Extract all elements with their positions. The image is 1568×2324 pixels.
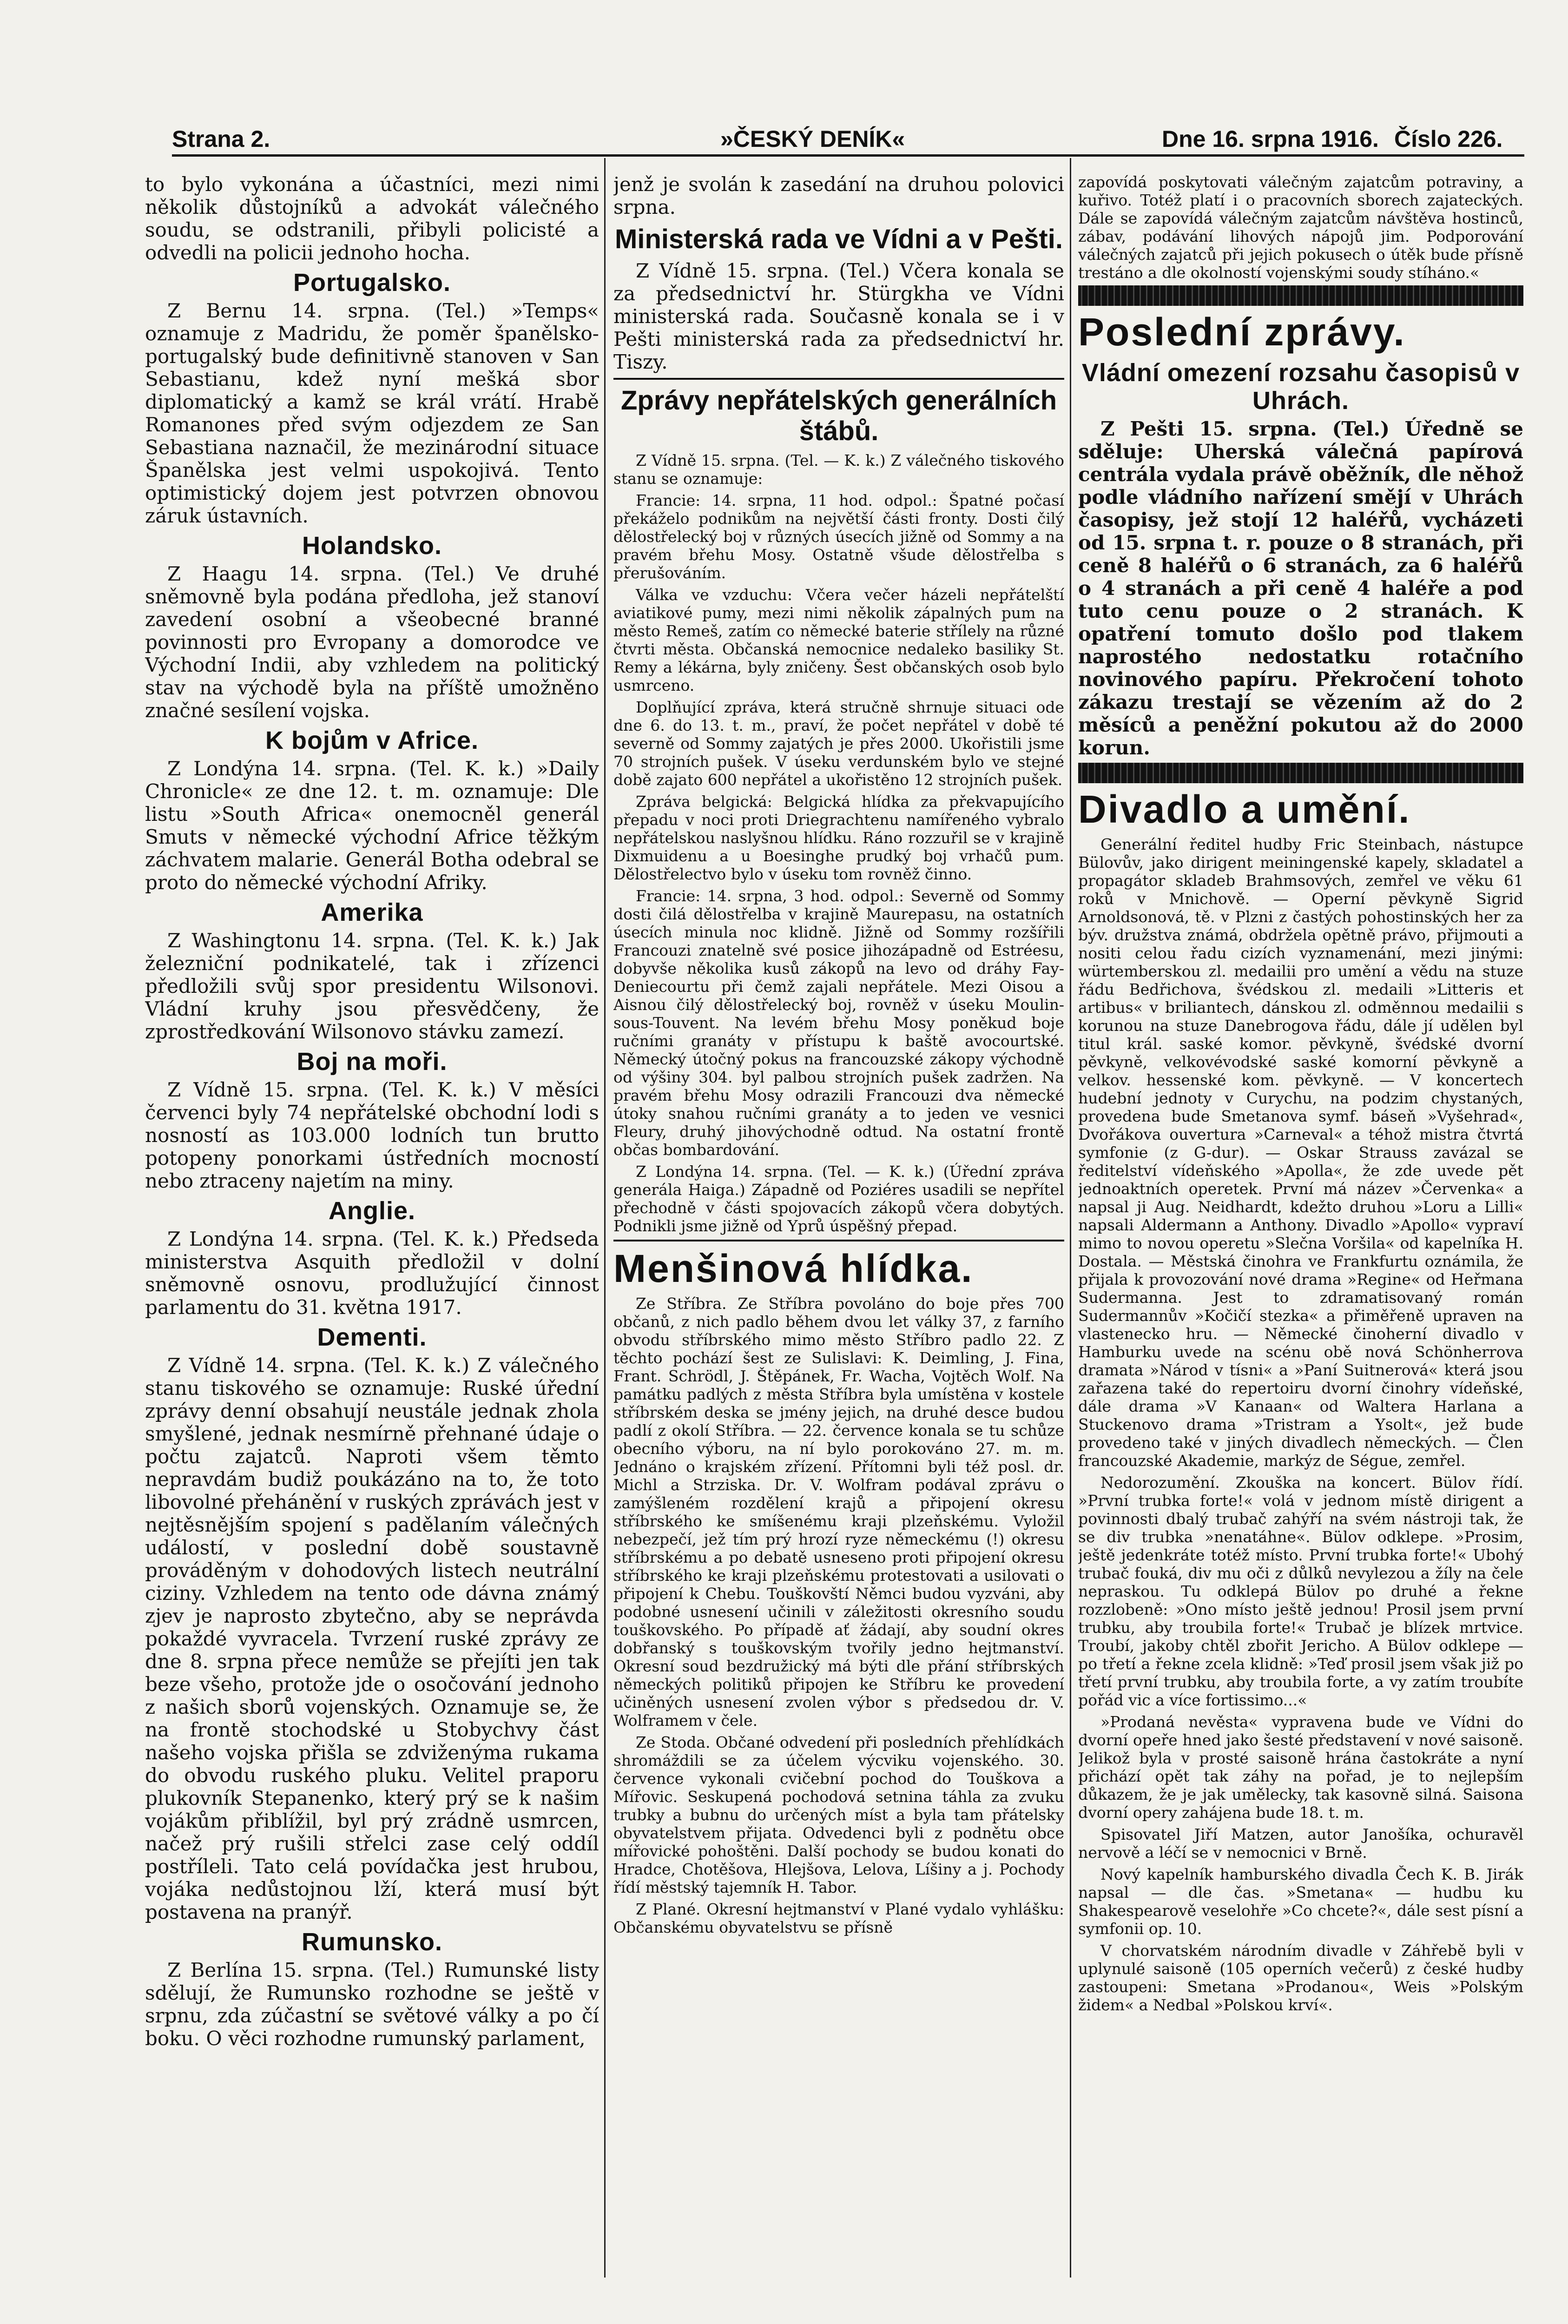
issue-date: Dne 16. srpna 1916. (1162, 126, 1379, 152)
heading-sea: Boj na moři. (296, 1048, 448, 1076)
article-arts-3: »Prodaná nevěsta« vypravena bude ve Vídni do dvorní opeře hned jako šesté představení v nové saisoně. Jelikož byla v prosté saisoně hrána častokráte a nyní přichází opět tak záhy na pořad, je to nejlepším důkazem, že je jak umělecky, tak kasovně silná. Saisona dvorní opery zahájena bude 18. t. m. (1078, 1713, 1523, 1822)
article-continuation: jenž je svolán k zasedání na druhou polovici srpna. (613, 173, 1064, 218)
article-romania: Z Berlína 15. srpna. (Tel.) Rumunské listy sdělují, že Rumunsko rozhodne se ještě v srpnu, zda zúčastní se světové války a po čí boku. O věci rozhodne rumunský parlament, (145, 1959, 599, 2050)
heading-theatre-arts: Divadlo a umění. (1078, 787, 1411, 831)
article-minority-stribro: Ze Stříbra. Ze Stříbra povoláno do boje přes 700 občanů, z nich padlo během dvou let války 37, z farního obvodu stříbrského mimo město Stříbro padlo 22. Z těchto pochází šest ze Sulislavi: K. Deimling, J. Fina, Frant. Schrödl, J. Štěpánek, Fr. Wacha, Vojtěch Wolf. Na památku padlých z města Stříbra byla umístěna v kostele stříbrském deska se jmény jejich, na druhé desce budou padlí z okolí Stříbra. — 22. července konala se tu schůze obecního výboru, na ní bylo porokováno 27. m. m. Jednáno o krajském zřízení. Přítomni byli též posl. dr. Michl a Strziska. Dr. V. Wolfram podával zprávu o zamýšleném rozdělení krajů a připojení okresu stříbrského ke smíšenému kraji plzeňskému. Vyložil nebezpečí, jež tím prý hrozí ryze německému (!) okresu stříbrskému a po debatě usneseno proti připojení okresu stříbrského ke kraji plzeňskému protestovati a usilovati o připojení k Chebu. Touškovští Němci budou vyzváni, aby podobné usnesení učinili v záležitosti okresního soudu touškovského. Po případě ať žádají, aby soudní okres dobřanský s touškovským tvořily jedno hejtmanství. Okresní soud bezdružický má býti dle přání stříbrských německých politiků připojen ke Stříbru ke provedení učiněných usnesení zvolen výbor s předsedou dr. V. Wolframem v čele. (613, 1294, 1064, 1730)
heading-portugal: Portugalsko. (293, 269, 451, 297)
column-rule (604, 158, 606, 2278)
article-arts-6: V chorvatském národním divadle v Záhřebě byli v uplynulé saisoně (105 operních večerů) z české hudby zastoupeni: Smetana »Prodanou«, Weis »Polským židem« a Nedbal »Polskou krví«. (1078, 1941, 1523, 2014)
article-arts-5: Nový kapelník hamburského divadla Čech K. B. Jirák napsal — dle čas. »Smetana« — hudbu ku Shakespearově veselohře »Co chcete?«, dále sest písní a symfonii op. 10. (1078, 1865, 1523, 1938)
heading-romania: Rumunsko. (301, 1928, 443, 1956)
article-africa: Z Londýna 14. srpna. (Tel. K. k.) »Daily Chronicle« ze dne 12. t. m. oznamuje: Dle listu »South Africa« onemocněl generál Smuts v německé východní Africe těžkým záchvatem malarie. Generál Botha odebral se proto do německé východní Afriky. (145, 757, 599, 894)
column-2 (613, 173, 1064, 2316)
heading-gov-restriction: Vládní omezení rozsahu časopisů v Uhrách. (1081, 359, 1520, 415)
heading-council: Ministerská rada ve Vídni a v Pešti. (615, 224, 1063, 254)
article-portugal: Z Bernu 14. srpna. (Tel.) »Temps« oznamuje z Madridu, že poměr španělsko-portugalský bude definitivně stanoven v San Sebastianu, kdež nyní mešká sbor diplomatický a kamž se král vrátí. Hrabě Romanones před svým odjezdem ze San Sebastiana naznačil, že mezinárodní situace Španělska jest velmi uspokojivá. Tento optimistický dojem jest potvrzen obnovou záruk ústavních. (145, 299, 599, 527)
ornamental-divider (1078, 763, 1523, 783)
heading-england: Anglie. (328, 1197, 415, 1225)
column-3 (1078, 173, 1523, 2083)
article-staff-air: Válka ve vzduchu: Včera večer házeli nepřátelští aviatikové pumy, mezi nimi několik zápalných pum na město Remeš, zatím co německé baterie střílely na různé čtvrti města. Občanská nemocnice nedaleko basiliky St. Remy a lékárna, byly zničeny. Šest občanských osob bylo usmrceno. (613, 586, 1064, 694)
article-staff-summary: Doplňující zpráva, která stručně shrnuje situaci ode dne 6. do 13. t. m., praví, že počet nepřátel v době té severně od Sommy zajatých je přes 2000. Ukořistili jsme 70 strojních pušek. V úseku verdunském bylo ve stejné době zajato 600 nepřátel a ukořistěno 12 strojních pušek. (613, 698, 1064, 789)
article-denial: Z Vídně 14. srpna. (Tel. K. k.) Z válečného stanu tiskového se oznamuje: Ruské úřední zprávy denní obsahují neustále jednak zhola smyšlené, jednak nesmírně přehnané údaje o počtu zajatců. Naproti všem těmto nepravdám budiž poukázáno na to, že toto libovolné přehánění v ruských zprávách jest v nejtěsnějším spojení s padělaním válečných událostí, v poslední době soustavně prováděným v dohodových listech neutrální ciziny. Vzhledem na tento ode dávna známý zjev je naprosto zbytečno, aby se neprávda pokaždé vyvracela. Tvrzení ruské zprávy ze dne 8. srpna přece nemůže se přejíti jen tak beze všeho, protože jde o osočování jednoho z našich sborů vojenských. Oznamuje se, že na frontě stochodské u Stobychvy část našeho vojska přišla se zdviženýma rukama do obvodu ruského pluku. Velitel praporu plukovník Stepanenko, který prý se k našim vojákům přiblížil, byl prý zrádně usmrcen, načež prý rušili střelci zase celý oddíl postříleli. Tato celá povídačka jest hrubou, vojáka nedůstojnou lží, která musí být postavena na pranýř. (145, 1354, 599, 1923)
article-continuation: zapovídá poskytovati válečným zajatcům potraviny, a kuřivo. Totéž platí i o pracovních sborech zajateckých. Dále se zapovídá válečným zajatcům návštěva hostinců, zábav, podávání lihových nápojů jim. Podporování válečných zajatců při jejich pokusech o útěk bude přísně trestáno a dle okolností vojenskými soudy stíháno.« (1078, 173, 1523, 282)
section-rule (613, 378, 1064, 380)
newspaper-title: »ČESKÝ DENÍK« (720, 126, 905, 152)
article-staff-london: Z Londýna 14. srpna. (Tel. — K. k.) (Úřední zpráva generála Haiga.) Západně od Poziéres usadili se nepřítel přechodně v části spojovacích zákopů včera dobytých. Podnikli jsme jižně od Yprů úspěšný přepad. (613, 1162, 1064, 1235)
article-council: Z Vídně 15. srpna. (Tel.) Včera konala se za předsednictví hr. Stürgkha ve Vídni ministerská rada. Současně konala se i v Pešti ministerská rada za předsednictví hr. Tiszy. (613, 259, 1064, 373)
article-staff-france: Francie: 14. srpna, 11 hod. odpol.: Špatné počasí překáželo podnikům na největší části fronty. Dosti čilý dělostřelecký boj v různých úsecích jižně od Sommy a na pravém břehu Mosy. Ostatně všude dělostřelba s přerušováním. (613, 491, 1064, 582)
article-continuation: to bylo vykonána a účastníci, mezi nimi několik důstojníků a advokát válečného soudu, se odstranili, přibyli policisté a odvedli na policii jednoho hocha. (145, 173, 599, 264)
page-number: Strana 2. (172, 126, 270, 152)
heading-denial: Dementi. (317, 1323, 427, 1351)
column-rule (1070, 158, 1071, 2278)
article-minority-stod: Ze Stoda. Občané odvedení při posledních přehlídkách shromáždili se za účelem výcviku vojenského. 30. července vykonali cvičební pochod do Touškova a Mířovic. Seskupená pochodová setnina táhla za zvuku trubky a bubnu do určených míst a byla tam přátelsky obyvatelstvem přijata. Odvedenci byli z podnětu obce mířovické pohoštěni. Další pochody se budou konati do Hradce, Chotěšova, Hlejšova, Lelova, Líšiny a j. Pochody řídí městský tajemník H. Tabor. (613, 1733, 1064, 1896)
article-arts-1: Generální ředitel hudby Fric Steinbach, nástupce Bülovův, jako dirigent meiningenské kapely, skladatel a propagátor skladeb Brahmsových, zemřel ve věku 61 roků v Mnichově. — Operní pěvkyně Sigrid Arnoldsonová, tě. v Plzni z častých pohostinských her za býv. družstva známá, obdržela opětně právo, přijmouti a nositi celou řadu cizích vyznamenání, mezi jinými: würtemberskou zl. medailii pro umění a vědu na stuze řádu Bedřichova, švédskou zl. medaili »Litteris et artibus« v briliantech, dánskou zl. odměnnou medailii s korunou na stuze Danebrogova řádu, dále jí udělen byl titul král. saské komor. pěvkyně, švédské dvorní pěvkyně, velkovévodské saské komorní pěvkyně a velkov. hessenské kom. pěvkyně. — V koncertech hudební jednoty v Curychu, na podzim chystaných, provedena bude Smetanova symf. báseň »Vyšehrad«, Dvořákova ouvertura »Carneval« a téhož mistra čtvrtá symfonie (z G-dur). — Oskar Strauss zavázal se ředitelství vídeňského »Apolla«, že zde uvede pět jednoaktních operetek. První má název »Červenka« a napsal ji Aug. Neidhardt, kdežto druhou »Loru a Lilli« napsali Aldermann a Anthony. Divadlo »Apollo« vypraví mimo to novou operetu »Slečna Voršila« od kapelníka H. Dostala. — Městská činohra ve Frankfurtu oznámila, že přijala k provozování nové drama »Regine« od Heřmana Sudermanna. Jest to zdramatisovaný román Sudermannův »Kočičí stezka« a přiměřeně upraven na vlastenecko hru. — Německé činoherní divadlo v Hamburku uvede na scénu obě nová Schönherrova dramata »Národ v tísni« a »Paní Suitnerová« která jsou zařazena také do repertoiru dvorní činohry vídeňské, dále drama »V Kanaan« od Waltera Harlana a Stuckenovo drama »Tristram a Ysolt«, jež bude provedeno také v jiných divadlech německých. — Člen francouzské Akademie, markýz de Ségue, zemřel. (1078, 835, 1523, 1470)
page-header (172, 122, 1524, 157)
heading-minority: Menšinová hlídka. (613, 1247, 974, 1290)
article-holland: Z Haagu 14. srpna. (Tel.) Ve druhé sněmovně byla podána předloha, jež stanoví zavedení osobní a všeobecné branné povinnosti pro Evropany a domorodce ve Východní Indii, aby vzhledem na politický stav na východě byla na příště umožněno značné sesílení vojska. (145, 562, 599, 722)
article-minority-plana: Z Plané. Okresní hejtmanství v Plané vydalo vyhlášku: Občanskému obyvatelstvu se přísně (613, 1900, 1064, 1936)
ornamental-divider (1078, 285, 1523, 306)
article-gov-restriction: Z Pešti 15. srpna. (Tel.) Úředně se sděluje: Uherská válečná papírová centrála vydala právě oběžník, dle něhož podle vládního nařízení smějí v Uhrách časopisy, jež stojí 12 haléřů, vycházeti od 15. srpna t. r. pouze o 8 stranách, při ceně 8 haléřů o 6 stranách, za 6 haléřů o 4 stranách a při ceně 4 haléře a pod tuto cenu pouze o 2 stranách. K opatření tomuto došlo pod tlakem naprostého nedostatku rotačního novinového papíru. Překročení tohoto zákazu trestají se vězením až do 2 měsíců a peněžní pokutou až do 2000 korun. (1078, 417, 1523, 759)
section-rule (613, 1240, 1064, 1241)
article-arts-2: Nedorozumění. Zkouška na koncert. Bülov řídí. »První trubka forte!« volá v jednom místě dirigent a povinnosti dbalý trubač zahýří na svém nástroji tak, že se div trubka »nenatáhne«. Bülov odklepe. »Prosim, ještě jedenkráte totéž místo. První trubka forte!« Ubohý trubač fouká, div mu oči z důlků nevylezou a žíly na čele nepraskou. Tu odklepá Bülov po druhé a řekne rozzlobeně: »Ono místo ještě jednou! Prosil jsem první trubku, aby troubila forte!« Trubač je blízek mrtvice. Troubí, jakoby chtěl zbořit Jericho. A Bülov odklepe — po třetí a řekne zcela klidně: »Teď prosil jsem však již po třetí první trubku, aby troubila forte, a vy zatím troubíte pořád vic a více fortissimo...« (1078, 1473, 1523, 1709)
article-england: Z Londýna 14. srpna. (Tel. K. k.) Předseda ministerstva Asquith předložil v dolní sněmovně osnovu, prodlužující činnost parlamentu do 31. května 1917. (145, 1228, 599, 1319)
article-sea: Z Vídně 15. srpna. (Tel. K. k.) V měsíci červenci byly 74 nepřátelské obchodní lodi s nosností as 103.000 lodních tun brutto potopeny ponorkami ústředních mocností nebo ztraceny najetím na miny. (145, 1078, 599, 1192)
article-staff-france-2: Francie: 14. srpna, 3 hod. odpol.: Severně od Sommy dosti čilá dělostřelba v krajině Maurepasu, na ostatních úsecích minula noc klidně. Jižně od Sommy rozšířili Francouzi znatelně své posice jihozápadně od Estréesu, dobyvše několika kusů zákopů na levo od dráhy Fay-Deniecourtu při čemž zajali nepřátele. Mezi Oisou a Aisnou čilý dělostřelecký boj, rovněž v úseku Moulin-sous-Touvent. Na levém břehu Mosy poněkud boje ručními granáty v přístupu k baště avocourtské. Německý útočný pokus na francouzské zákopy východně od výšiny 304. byl palbou strojních pušek zadržen. Na pravém břehu Mosy odrazili Francouzi dva německé útoky snahou ručními granáty a to jeden ve vesnici Fleury, druhý jihovýchodně odtud. Na ostatní frontě občas bombardování. (613, 887, 1064, 1159)
article-america: Z Washingtonu 14. srpna. (Tel. K. k.) Jak železniční podnikatelé, tak i zřízenci předložili svůj spor presidentu Wilsonovi. Vládní kruhy jsou přesvědčeny, že zprostředkování Wilsonovo stávku zamezí. (145, 929, 599, 1043)
heading-africa: K bojům v Africe. (265, 726, 479, 754)
column-1 (145, 173, 599, 2297)
heading-staff: Zprávy nepřátelských generálních štábů. (620, 385, 1057, 446)
heading-america: Amerika (321, 898, 423, 926)
heading-holland: Holandsko. (302, 532, 442, 560)
article-staff-belgium: Zpráva belgická: Belgická hlídka za překvapujícího přepadu v noci proti Driegrachtenu namířeného vybralo nepřátelskou naslyšnou hlídku. Ráno rozzuřil se v krajině Dixmuidenu a u Boesinghe prudký boj vrhačů pum. Dělostřelectvo bylo v úseku tom rovněž činno. (613, 792, 1064, 883)
article-arts-4: Spisovatel Jiří Matzen, autor Janošíka, ochuravěl nervově a léčí se v nemocnici v Brně. (1078, 1825, 1523, 1862)
issue-number: Číslo 226. (1394, 126, 1503, 152)
article-staff-intro: Z Vídně 15. srpna. (Tel. — K. k.) Z válečného tiskového stanu se oznamuje: (613, 451, 1064, 488)
heading-latest-news: Poslední zprávy. (1078, 310, 1406, 354)
